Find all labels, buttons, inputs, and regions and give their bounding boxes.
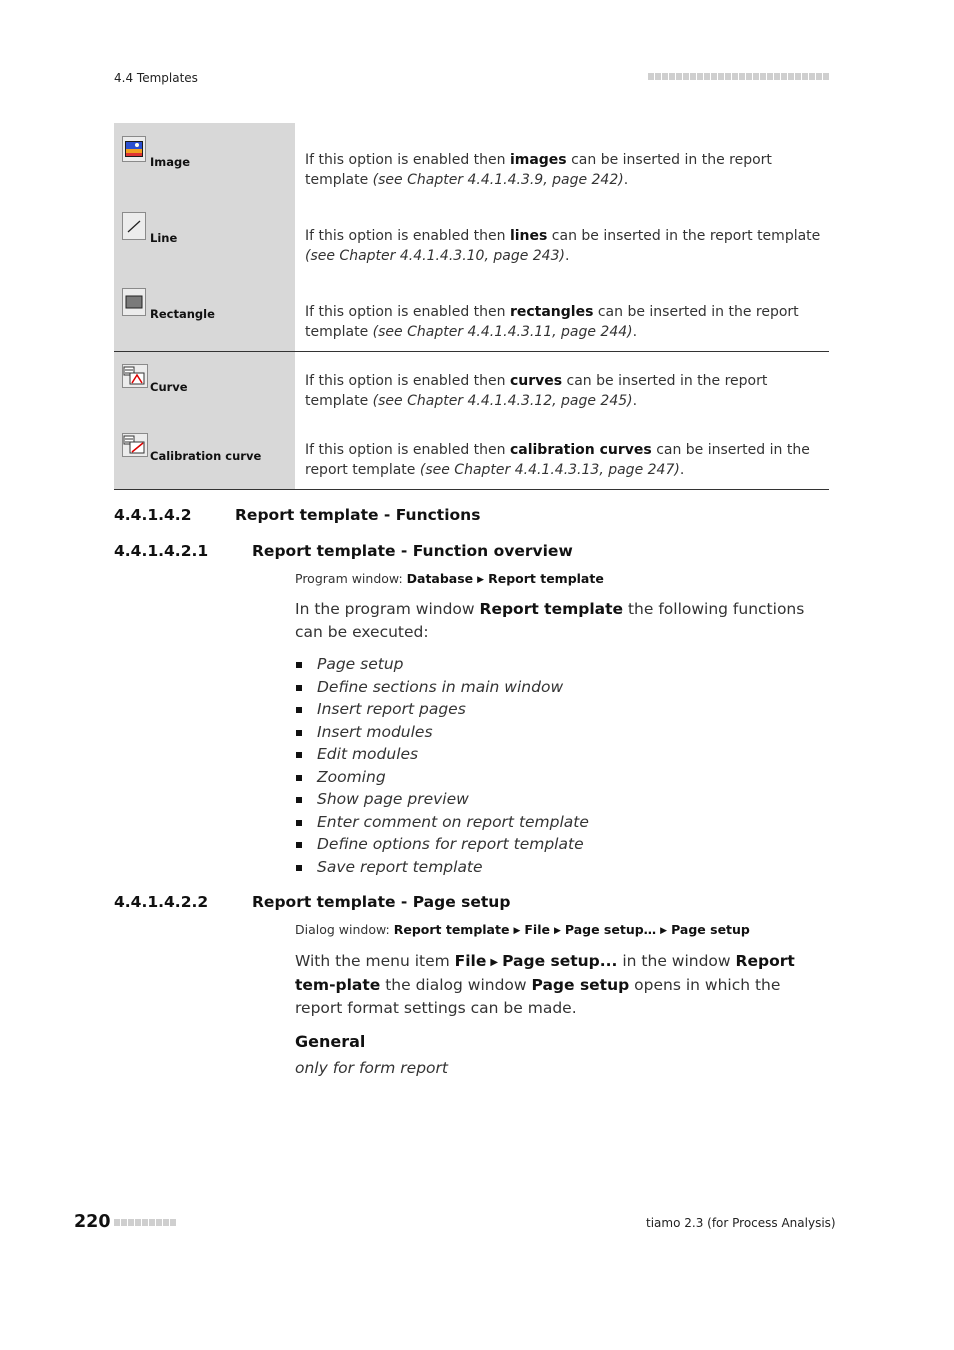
table-bottom-rule bbox=[114, 489, 829, 490]
description-line: If this option is enabled then lines can be inserted in the report template (see Chapter 4.4.1.4.3.10, page 243). bbox=[305, 228, 821, 264]
table-label-calibration-curve: Calibration curve bbox=[150, 449, 262, 463]
heading-title: Report template - Function overview bbox=[252, 542, 573, 560]
options-table bbox=[114, 123, 829, 490]
curve-icon bbox=[122, 364, 146, 388]
list-item: Edit modules bbox=[295, 743, 815, 766]
table-label-rectangle: Rectangle bbox=[150, 307, 215, 321]
heading-title: Report template - Page setup bbox=[252, 893, 511, 911]
table-label-column bbox=[114, 123, 295, 352]
page-number: 220 bbox=[74, 1212, 111, 1232]
table-group-drawing bbox=[114, 123, 829, 352]
table-description-column bbox=[295, 123, 829, 352]
table-label-line: Line bbox=[150, 231, 178, 245]
running-header-section: 4.4 Templates bbox=[114, 71, 198, 85]
list-item: Zooming bbox=[295, 766, 815, 789]
heading-number: 4.4.1.4.2 bbox=[114, 506, 192, 524]
dialog-window-path: Dialog window: Report template ▶ File ▶ Page setup… ▶ Page setup bbox=[295, 922, 750, 937]
overview-intro: In the program window Report template the following functions can be executed: bbox=[295, 600, 805, 641]
function-list bbox=[295, 653, 815, 878]
table-group-curves bbox=[114, 352, 829, 490]
description-image: If this option is enabled then images can be inserted in the report template (see Chapter 4.4.1.4.3.9, page 242). bbox=[305, 152, 772, 188]
description-rectangle: If this option is enabled then rectangles can be inserted in the report template (see Chapter 4.4.1.4.3.11, page 244). bbox=[305, 304, 799, 340]
description-curve: If this option is enabled then curves can be inserted in the report template (see Chapter 4.4.1.4.3.12, page 245). bbox=[305, 373, 768, 409]
table-label-image: Image bbox=[150, 155, 191, 169]
general-note: only for form report bbox=[295, 1059, 448, 1077]
page-setup-paragraph: With the menu item File ▶ Page setup... in the window Report tem-plate the dialog window Page setup opens in which the report format settings can be made. bbox=[295, 952, 795, 1017]
list-item: Enter comment on report template bbox=[295, 811, 815, 834]
header-decoration bbox=[648, 73, 830, 80]
product-name: tiamo 2.3 (for Process Analysis) bbox=[646, 1216, 836, 1230]
line-icon bbox=[122, 212, 146, 236]
heading-number: 4.4.1.4.2.2 bbox=[114, 893, 209, 911]
image-icon bbox=[122, 136, 146, 160]
footer-decoration bbox=[114, 1219, 177, 1226]
list-item: Insert modules bbox=[295, 721, 815, 744]
heading-number: 4.4.1.4.2.1 bbox=[114, 542, 209, 560]
list-item: Insert report pages bbox=[295, 698, 815, 721]
table-label-column bbox=[114, 352, 295, 490]
table-label-curve: Curve bbox=[150, 380, 188, 394]
list-item: Show page preview bbox=[295, 788, 815, 811]
table-description-column bbox=[295, 352, 829, 490]
heading-title: Report template - Functions bbox=[235, 506, 481, 524]
list-item: Define sections in main window bbox=[295, 676, 815, 699]
rectangle-icon bbox=[122, 288, 146, 312]
list-item: Page setup bbox=[295, 653, 815, 676]
calibration-curve-icon bbox=[122, 433, 146, 457]
list-item: Save report template bbox=[295, 856, 815, 879]
program-window-path: Program window: Database ▶ Report template bbox=[295, 571, 604, 586]
general-heading: General bbox=[295, 1032, 366, 1051]
list-item: Define options for report template bbox=[295, 833, 815, 856]
description-calibration-curve: If this option is enabled then calibration curves can be inserted in the report template (see Chapter 4.4.1.4.3.13, page 247). bbox=[305, 442, 810, 478]
